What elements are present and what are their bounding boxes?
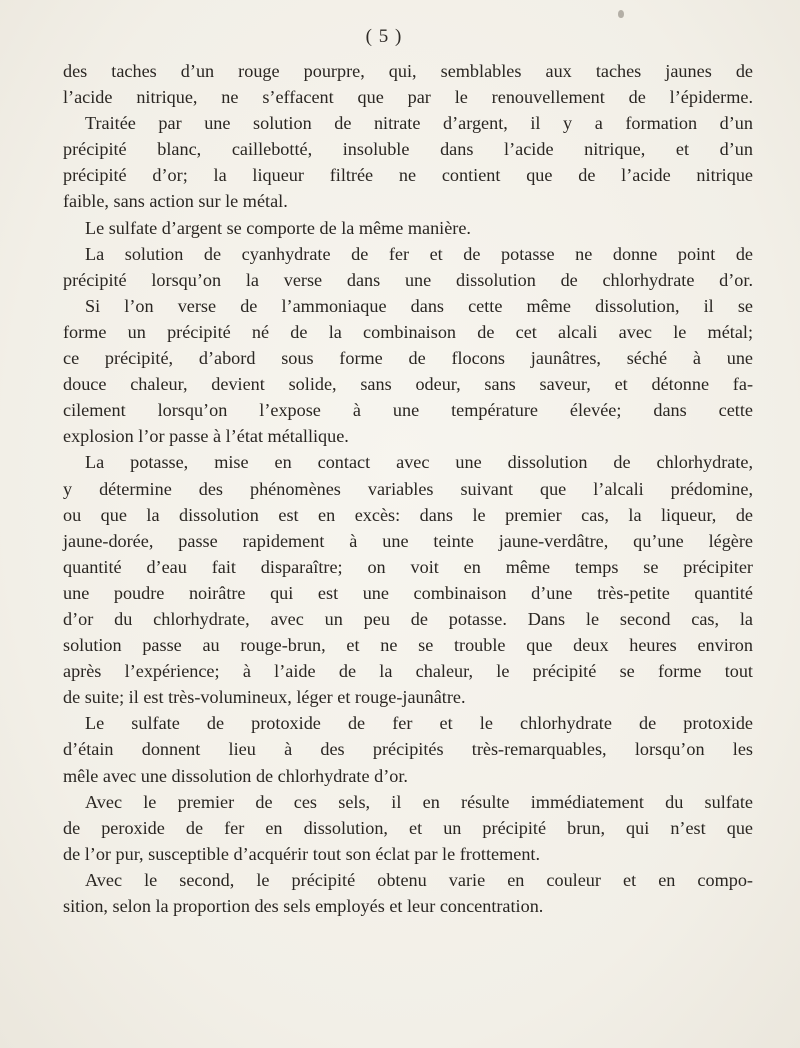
text-line: douce chaleur, devient solide, sans odeur, sans saveur, et détonne fa- (63, 374, 753, 395)
body-text (63, 58, 753, 919)
text-line: Le sulfate de protoxide de fer et le chlorhydrate de protoxide (85, 713, 753, 734)
text-line: La potasse, mise en contact avec une dissolution de chlorhydrate, (85, 452, 753, 473)
text-line: ou que la dissolution est en excès: dans le premier cas, la liqueur, de (63, 504, 753, 525)
text-line: y détermine des phénomènes variables suivant que l’alcali prédomine, (63, 478, 753, 499)
text-line: l’acide nitrique, ne s’effacent que par le renouvellement de l’épiderme. (63, 87, 753, 108)
text-line: Traitée par une solution de nitrate d’argent, il y a formation d’un (85, 113, 753, 134)
text-line: forme un précipité né de la combinaison de cet alcali avec le métal; (63, 321, 753, 342)
text-line: une poudre noirâtre qui est une combinaison d’une très-petite quantité (63, 582, 753, 603)
text-line: Avec le premier de ces sels, il en résulte immédiatement du sulfate (85, 791, 753, 812)
page-number: ( 5 ) (365, 26, 403, 47)
text-line: faible, sans action sur le métal. (63, 191, 288, 212)
text-line: après l’expérience; à l’aide de la chaleur, le précipité se forme tout (63, 661, 753, 682)
text-line: mêle avec une dissolution de chlorhydrate d’or. (63, 765, 408, 786)
text-line: d’or du chlorhydrate, avec un peu de potasse. Dans le second cas, la (63, 608, 753, 629)
text-line: explosion l’or passe à l’état métallique. (63, 426, 349, 447)
text-line: précipité d’or; la liqueur filtrée ne contient que de l’acide nitrique (63, 165, 753, 186)
text-line: précipité lorsqu’on la verse dans une dissolution de chlorhydrate d’or. (63, 269, 753, 290)
text-line: précipité blanc, caillebotté, insoluble dans l’acide nitrique, et d’un (63, 139, 753, 160)
text-line: jaune-dorée, passe rapidement à une teinte jaune-verdâtre, qu’une légère (63, 530, 753, 551)
text-line: de l’or pur, susceptible d’acquérir tout son éclat par le frottement. (63, 843, 541, 864)
text-line: quantité d’eau fait disparaître; on voit en même temps se précipiter (63, 556, 753, 577)
text-line: des taches d’un rouge pourpre, qui, semblables aux taches jaunes de (63, 61, 753, 81)
text-line: Avec le second, le précipité obtenu varie en couleur et en compo- (85, 869, 753, 890)
ink-speck (618, 10, 624, 18)
text-line: sition, selon la proportion des sels employés et leur concentration. (63, 896, 544, 916)
text-line: La solution de cyanhydrate de fer et de potasse ne donne point de (85, 243, 753, 264)
text-line: ce précipité, d’abord sous forme de flocons jaunâtres, séché à une (63, 348, 753, 369)
text-line: cilement lorsqu’on l’expose à une température élevée; dans cette (63, 400, 753, 421)
text-line: d’étain donnent lieu à des précipités très-remarquables, lorsqu’on les (63, 739, 753, 760)
text-line: Si l’on verse de l’ammoniaque dans cette même dissolution, il se (85, 295, 753, 316)
text-line: de suite; il est très-volumineux, léger et rouge-jaunâtre. (63, 687, 466, 708)
text-line: solution passe au rouge-brun, et ne se trouble que deux heures environ (63, 635, 753, 656)
text-line: de peroxide de fer en dissolution, et un précipité brun, qui n’est que (63, 817, 753, 838)
text-line: Le sulfate d’argent se comporte de la même manière. (85, 217, 471, 238)
